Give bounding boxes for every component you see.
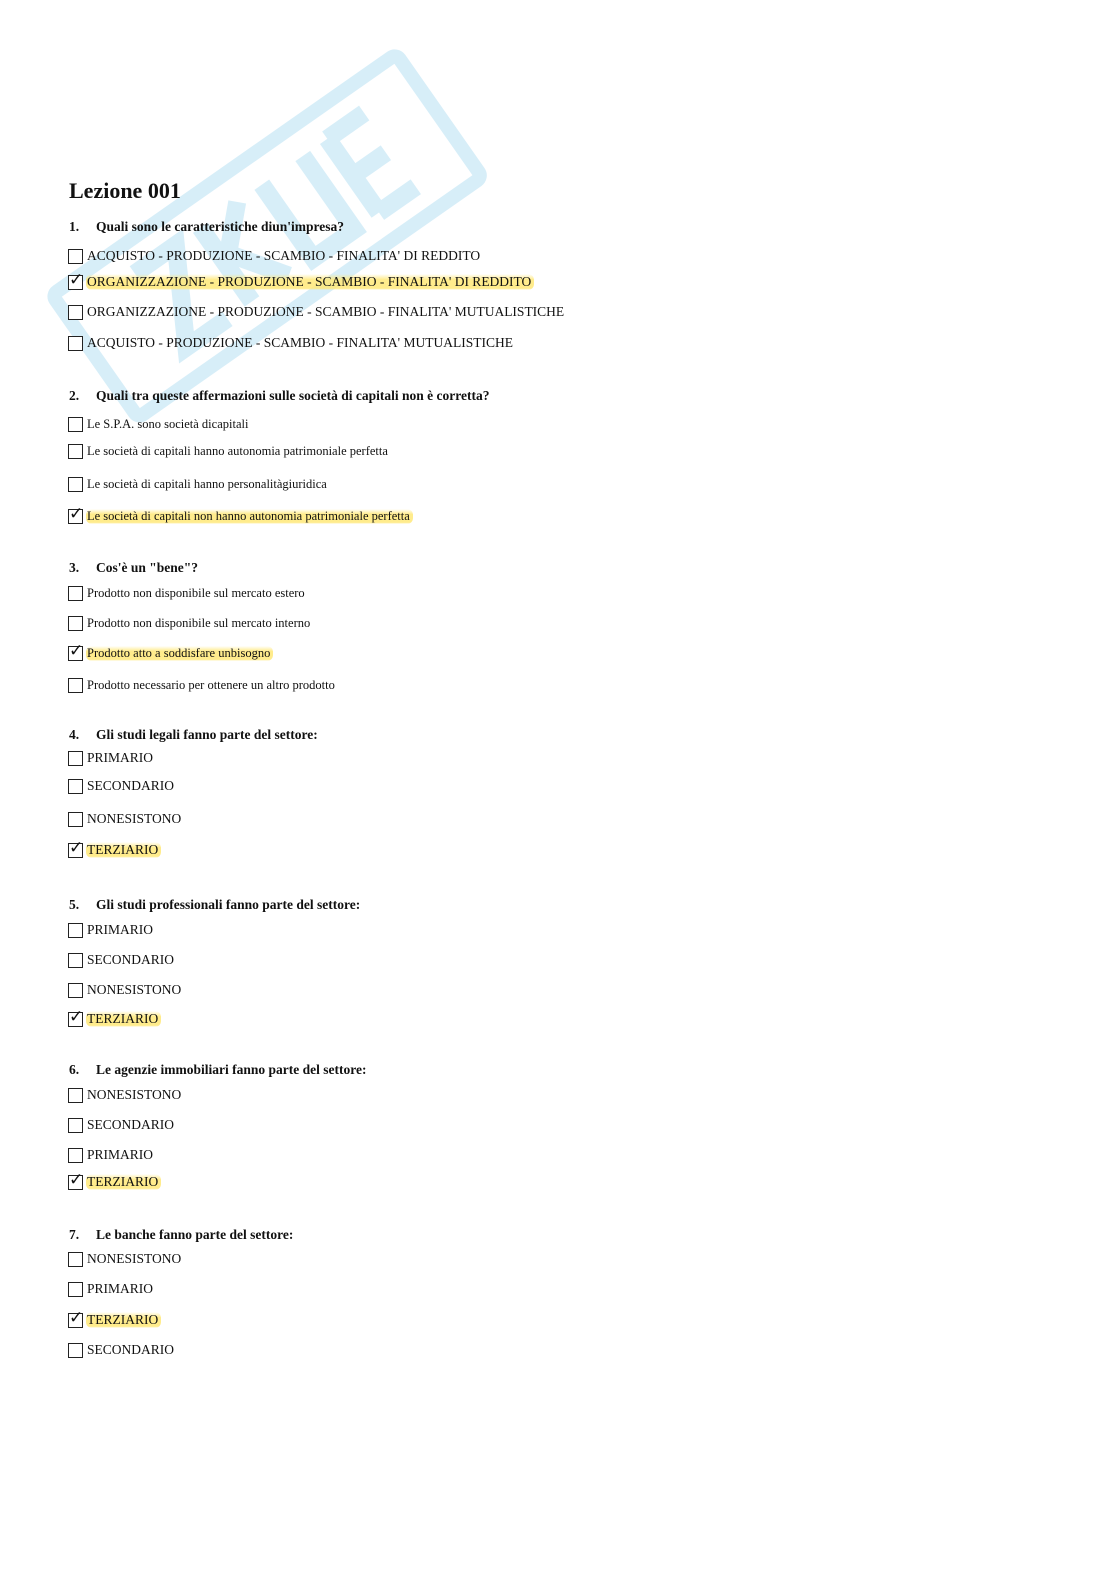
- answer-option[interactable]: [68, 1172, 161, 1192]
- option-label: PRIMARIO: [87, 750, 154, 765]
- answer-option[interactable]: [68, 583, 308, 603]
- answer-option[interactable]: [68, 441, 391, 461]
- checkbox[interactable]: [68, 1175, 83, 1190]
- checkbox[interactable]: [68, 509, 83, 524]
- option-label: SECONDARIO: [87, 1117, 175, 1132]
- checkbox[interactable]: [68, 843, 83, 858]
- option-label: NONESISTONO: [87, 811, 182, 826]
- option-label: ORGANIZZAZIONE - PRODUZIONE - SCAMBIO - FINALITA' MUTUALISTICHE: [87, 304, 565, 319]
- answer-option[interactable]: [68, 809, 184, 829]
- option-label: Prodotto non disponibile sul mercato interno: [87, 615, 311, 630]
- answer-option[interactable]: [68, 980, 184, 1000]
- question-number: 4.: [69, 727, 80, 742]
- checkbox[interactable]: [68, 953, 83, 968]
- option-label: SECONDARIO: [87, 778, 175, 793]
- page-title: Lezione 001: [69, 178, 181, 203]
- question-number: 3.: [69, 560, 80, 575]
- checkbox[interactable]: [68, 305, 83, 320]
- option-label: NONESISTONO: [87, 1251, 182, 1266]
- checkbox[interactable]: [68, 1343, 83, 1358]
- option-label: SECONDARIO: [87, 952, 175, 967]
- answer-option[interactable]: [68, 1310, 161, 1330]
- option-label: TERZIARIO: [86, 1312, 161, 1328]
- answer-option[interactable]: [68, 302, 567, 322]
- checkbox[interactable]: [68, 678, 83, 693]
- answer-option[interactable]: [68, 748, 156, 768]
- answer-option[interactable]: [68, 414, 251, 434]
- checkbox[interactable]: [68, 616, 83, 631]
- question-text: Cos'è un "bene"?: [96, 560, 199, 575]
- option-label: Prodotto necessario per ottenere un altro prodotto: [87, 677, 335, 692]
- option-label: NONESISTONO: [87, 982, 182, 997]
- checkbox[interactable]: [68, 812, 83, 827]
- answer-option[interactable]: [68, 675, 338, 695]
- question-3: [69, 560, 198, 576]
- checkbox[interactable]: [68, 1118, 83, 1133]
- option-label: PRIMARIO: [87, 1281, 154, 1296]
- checkbox[interactable]: [68, 1252, 83, 1267]
- checkbox[interactable]: [68, 417, 83, 432]
- answer-option[interactable]: [68, 333, 516, 353]
- option-label: Le S.P.A. sono società dicapitali: [87, 416, 249, 431]
- question-number: 5.: [69, 897, 80, 912]
- checkbox[interactable]: [68, 1088, 83, 1103]
- question-5: [69, 897, 360, 913]
- question-2: [69, 388, 489, 404]
- option-label: PRIMARIO: [87, 1147, 154, 1162]
- checkbox[interactable]: [68, 646, 83, 661]
- answer-option[interactable]: [68, 474, 330, 494]
- checkbox[interactable]: [68, 586, 83, 601]
- option-label: ACQUISTO - PRODUZIONE - SCAMBIO - FINALITA' DI REDDITO: [87, 248, 481, 263]
- question-4: [69, 727, 318, 743]
- checkbox[interactable]: [68, 444, 83, 459]
- question-text: Gli studi legali fanno parte del settore:: [96, 727, 318, 742]
- question-text: Le agenzie immobiliari fanno parte del settore:: [96, 1062, 367, 1077]
- answer-option[interactable]: [68, 272, 534, 292]
- option-label: Prodotto non disponibile sul mercato estero: [87, 585, 305, 600]
- option-label: TERZIARIO: [86, 1174, 161, 1190]
- answer-option[interactable]: [68, 920, 156, 940]
- question-number: 1.: [69, 219, 80, 234]
- answer-option[interactable]: [68, 1145, 156, 1165]
- checkbox[interactable]: [68, 336, 83, 351]
- option-label: NONESISTONO: [87, 1087, 182, 1102]
- checkbox[interactable]: [68, 779, 83, 794]
- option-label: ACQUISTO - PRODUZIONE - SCAMBIO - FINALITA' MUTUALISTICHE: [87, 335, 513, 350]
- answer-option[interactable]: [68, 1249, 184, 1269]
- checkbox[interactable]: [68, 275, 83, 290]
- question-text: Le banche fanno parte del settore:: [96, 1227, 294, 1242]
- checkbox[interactable]: [68, 983, 83, 998]
- option-label: Le società di capitali hanno autonomia patrimoniale perfetta: [87, 443, 388, 458]
- answer-option[interactable]: [68, 1340, 177, 1360]
- answer-option[interactable]: [68, 506, 413, 526]
- question-7: [69, 1227, 293, 1243]
- answer-option[interactable]: [68, 1085, 184, 1105]
- option-label: PRIMARIO: [87, 922, 154, 937]
- answer-option[interactable]: [68, 840, 161, 860]
- checkbox[interactable]: [68, 1282, 83, 1297]
- checkbox[interactable]: [68, 1012, 83, 1027]
- answer-option[interactable]: [68, 776, 177, 796]
- answer-option[interactable]: [68, 246, 483, 266]
- option-label: Le società di capitali non hanno autonomia patrimoniale perfetta: [86, 509, 413, 524]
- option-label: TERZIARIO: [86, 842, 161, 858]
- option-label: ORGANIZZAZIONE - PRODUZIONE - SCAMBIO - FINALITA' DI REDDITO: [86, 274, 534, 290]
- question-number: 2.: [69, 388, 80, 403]
- checkbox[interactable]: [68, 249, 83, 264]
- answer-option[interactable]: [68, 950, 177, 970]
- question-number: 6.: [69, 1062, 80, 1077]
- option-label: Le società di capitali hanno personalitàgiuridica: [87, 476, 327, 491]
- answer-option[interactable]: [68, 613, 313, 633]
- checkbox[interactable]: [68, 1148, 83, 1163]
- question-text: Gli studi professionali fanno parte del settore:: [96, 897, 361, 912]
- answer-option[interactable]: [68, 643, 273, 663]
- question-1: [69, 219, 344, 235]
- answer-option[interactable]: [68, 1279, 156, 1299]
- checkbox[interactable]: [68, 477, 83, 492]
- option-label: SECONDARIO: [87, 1342, 175, 1357]
- option-label: Prodotto atto a soddisfare unbisogno: [86, 646, 273, 661]
- checkbox[interactable]: [68, 1313, 83, 1328]
- answer-option[interactable]: [68, 1009, 161, 1029]
- question-text: Quali tra queste affermazioni sulle società di capitali non è corretta?: [96, 388, 490, 403]
- checkbox[interactable]: [68, 751, 83, 766]
- option-label: TERZIARIO: [86, 1011, 161, 1027]
- question-number: 7.: [69, 1227, 80, 1242]
- question-text: Quali sono le caratteristiche diun'impresa?: [96, 219, 344, 234]
- question-6: [69, 1062, 366, 1078]
- answer-option[interactable]: [68, 1115, 177, 1135]
- checkbox[interactable]: [68, 923, 83, 938]
